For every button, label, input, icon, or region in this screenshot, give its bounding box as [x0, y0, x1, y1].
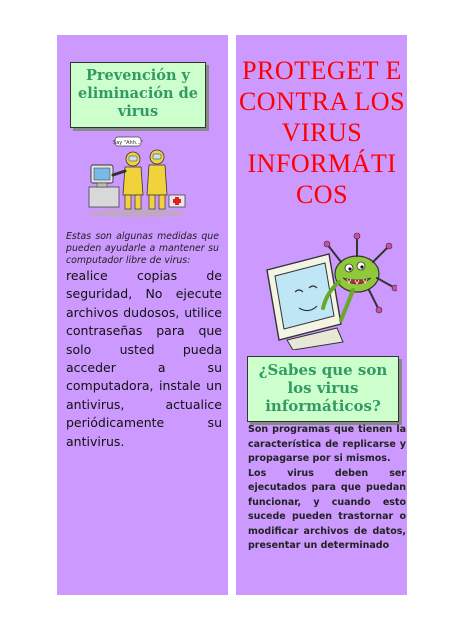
intro-text: Estas son algunas medidas que pueden ayudarle a mantener su computador libre de virus: [66, 231, 219, 266]
hazmat-workers-computer-icon [85, 135, 191, 219]
illustration-caption: Say "Ahh..." [113, 140, 143, 146]
left-section-title: Prevención y eliminación de virus [70, 62, 206, 128]
virus-definition-text [248, 423, 406, 554]
definition-paragraph: Son programas que tienen la característica de replicarse y propagarse por si mismos. [248, 424, 406, 464]
definition-paragraph: Los virus deben ser ejecutados para que puedan funcionar, y cuando esto sucede pueden trastornar o modificar archivos de datos, presentar un determinado [248, 467, 406, 551]
main-title: PROTEGET E CONTRA LOS VIRUS INFORMÁTI COS [238, 56, 406, 209]
prevention-measures-text: realice copias de seguridad, No ejecute archivos dudosos, utilice contraseñas para que solo usted pueda acceder a su computadora, instale un antivirus, actualice periódicamente su antivirus. [66, 268, 222, 449]
virus-monster-attacking-computer-icon [257, 232, 397, 350]
question-title: ¿Sabes que son los virus informáticos? [247, 356, 399, 422]
